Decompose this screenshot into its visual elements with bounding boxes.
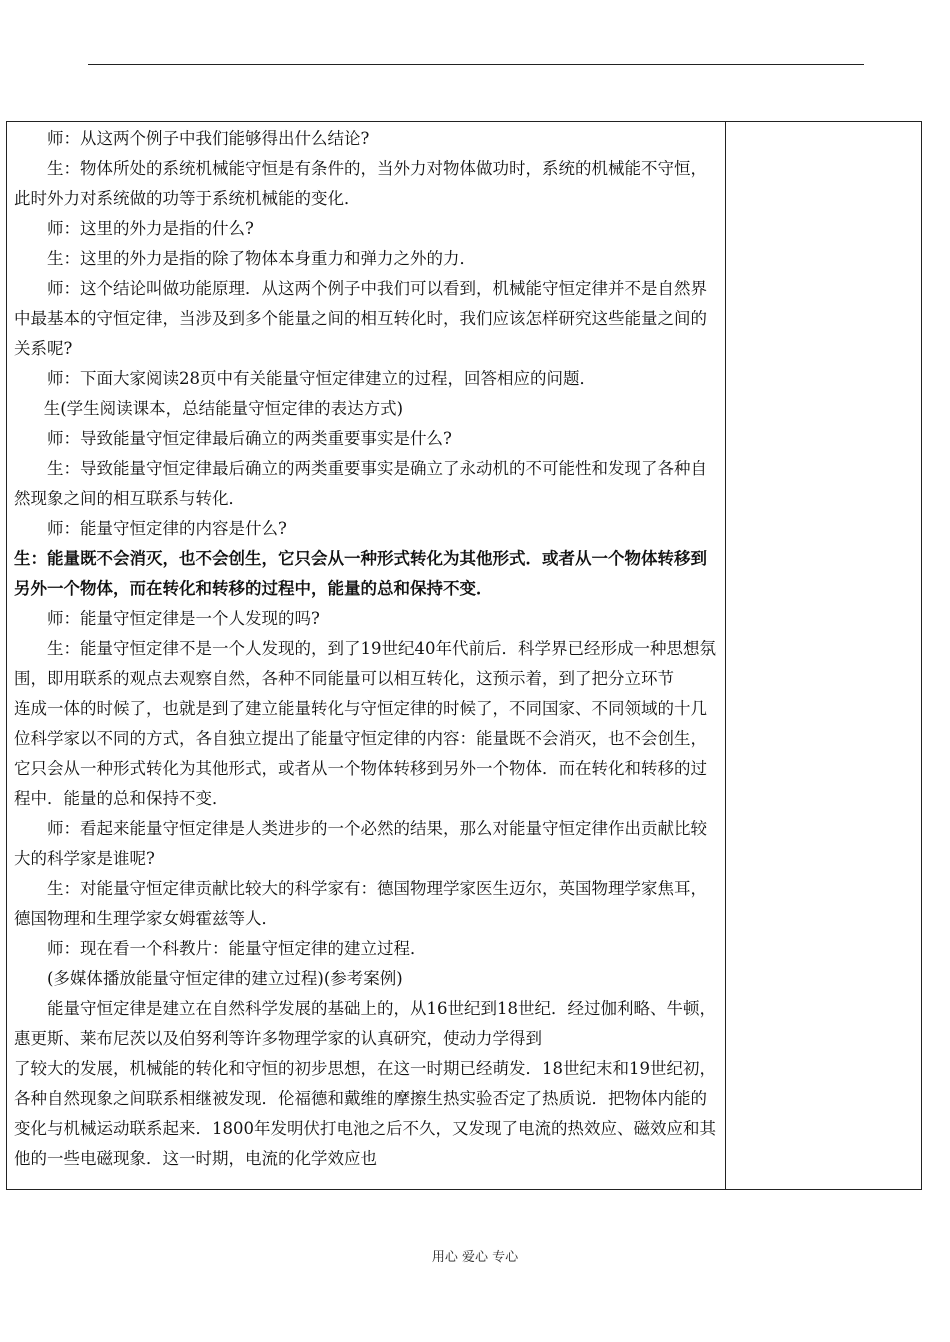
lesson-text bbox=[14, 124, 720, 1174]
header-rule bbox=[88, 64, 864, 65]
paragraph: 师：能量守恒定律的内容是什么? bbox=[47, 519, 287, 538]
paragraph: 师：导致能量守恒定律最后确立的两类重要事实是什么? bbox=[47, 429, 452, 448]
paragraph: 师：这个结论叫做功能原理．从这两个例子中我们可以看到，机械能守恒定律并不是自然界中最基本的守恒定律，当涉及到多个能量之间的相互转化时，我们应该怎样研究这些能量之间的关系呢? bbox=[14, 279, 707, 358]
paragraph: 生：这里的外力是指的除了物体本身重力和弹力之外的力． bbox=[47, 249, 476, 268]
paragraph: 生：能量守恒定律不是一个人发现的，到了19世纪40年代前后．科学界已经形成一种思想氛围，即用联系的观点去观察自然，各种不同能量可以相互转化，这预示着，到了把分立环节 bbox=[14, 639, 716, 688]
paragraph: 能量守恒定律是建立在自然科学发展的基础上的，从16世纪到18世纪．经过伽利略、牛顿，惠更斯、莱布尼茨以及伯努利等许多物理学家的认真研究，使动力学得到 bbox=[14, 999, 716, 1048]
paragraph: 师：能量守恒定律是一个人发现的吗? bbox=[47, 609, 320, 628]
paragraph: 师：看起来能量守恒定律是人类进步的一个必然的结果，那么对能量守恒定律作出贡献比较大的科学家是谁呢? bbox=[14, 819, 707, 868]
paragraph: 生：导致能量守恒定律最后确立的两类重要事实是确立了永动机的不可能性和发现了各种自然现象之间的相互联系与转化． bbox=[14, 459, 707, 508]
paragraph: 连成一体的时候了，也就是到了建立能量转化与守恒定律的时候了，不同国家、不同领域的十几位科学家以不同的方式，各自独立提出了能量守恒定律的内容：能量既不会消灭，也不会创生，它只会从一种形式转化为其他形式，或者从一个物体转移到另外一个物体．而在转化和转移的过程中．能量的总和保持不变． bbox=[14, 699, 707, 808]
paragraph: 师：从这两个例子中我们能够得出什么结论? bbox=[47, 129, 370, 148]
paragraph: 师：这里的外力是指的什么? bbox=[47, 219, 254, 238]
notes-column-divider bbox=[725, 121, 726, 1190]
paragraph: 师：现在看一个科教片：能量守恒定律的建立过程． bbox=[47, 939, 427, 958]
paragraph: (多媒体播放能量守恒定律的建立过程)(参考案例) bbox=[47, 969, 403, 988]
page-footer: 用心 爱心 专心 bbox=[431, 1250, 519, 1265]
paragraph: 生：物体所处的系统机械能守恒是有条件的，当外力对物体做功时，系统的机械能不守恒，此时外力对系统做的功等于系统机械能的变化． bbox=[14, 159, 707, 208]
paragraph: 了较大的发展，机械能的转化和守恒的初步思想，在这一时期已经萌发．18世纪末和19世纪初，各种自然现象之间联系相继被发现．伦福德和戴维的摩擦生热实验否定了热质说．把物体内能的变化与机械运动联系起来．1800年发明伏打电池之后不久，又发现了电流的热效应、磁效应和其他的一些电磁现象．这一时期，电流的化学效应也 bbox=[14, 1059, 716, 1168]
paragraph: 生(学生阅读课本，总结能量守恒定律的表达方式) bbox=[43, 399, 404, 418]
paragraph: 师：下面大家阅读28页中有关能量守恒定律建立的过程，回答相应的问题． bbox=[47, 369, 596, 388]
bold-answer-paragraph: 生：能量既不会消灭，也不会创生，它只会从一种形式转化为其他形式．或者从一个物体转移到另外一个物体，而在转化和转移的过程中，能量的总和保持不变． bbox=[14, 549, 707, 598]
paragraph: 生：对能量守恒定律贡献比较大的科学家有：德国物理学家医生迈尔，英国物理学家焦耳，德国物理和生理学家女姆霍兹等人． bbox=[14, 879, 707, 928]
